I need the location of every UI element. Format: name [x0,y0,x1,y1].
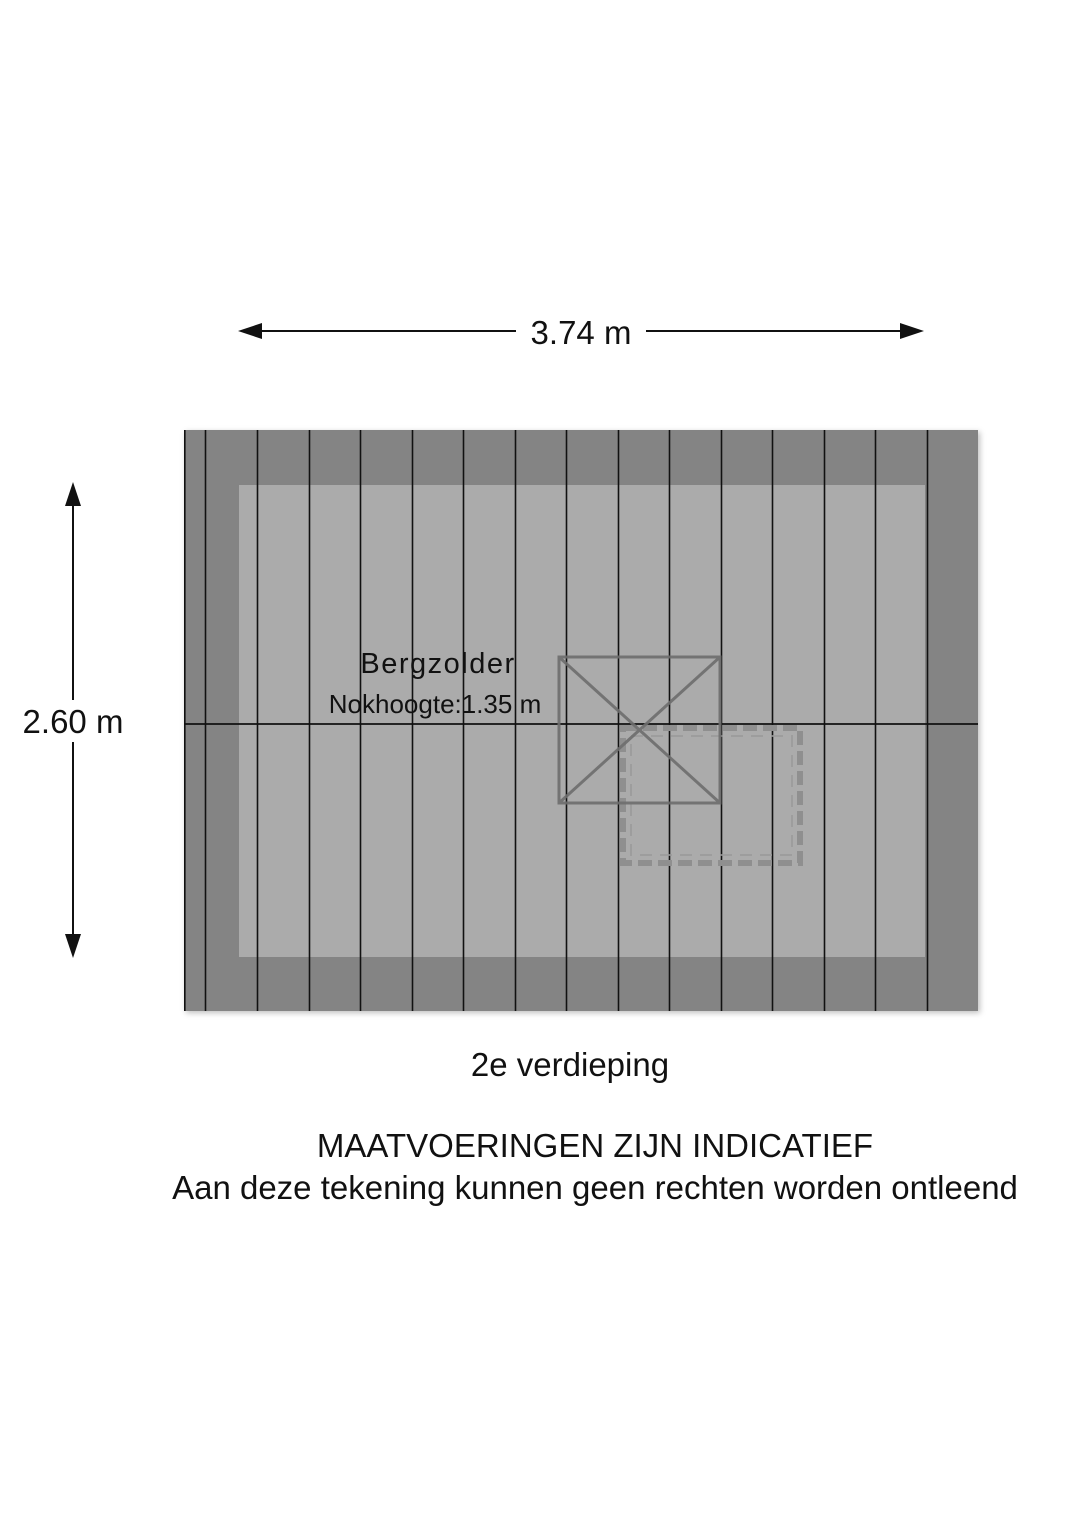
arrow-up-icon [65,482,81,506]
disclaimer-line-1: MAATVOERINGEN ZIJN INDICATIEF [316,1127,874,1164]
width-dimension [238,314,924,351]
attic-room [184,430,978,1011]
height-dimension-label: 2.60 m [22,703,124,740]
width-dimension-label: 3.74 m [530,314,632,351]
floor-label: 2e verdieping [470,1046,670,1083]
arrow-left-icon [238,323,262,339]
roof-inner-usable-area [239,485,925,957]
arrow-down-icon [65,934,81,958]
height-dimension [23,482,124,958]
room-name: Bergzolder [360,648,516,680]
arrow-right-icon [900,323,924,339]
disclaimer-line-2: Aan deze tekening kunnen geen rechten worden ontleend [172,1169,1018,1206]
room-ridge-height: Nokhoogte:1.35 m [328,689,542,719]
